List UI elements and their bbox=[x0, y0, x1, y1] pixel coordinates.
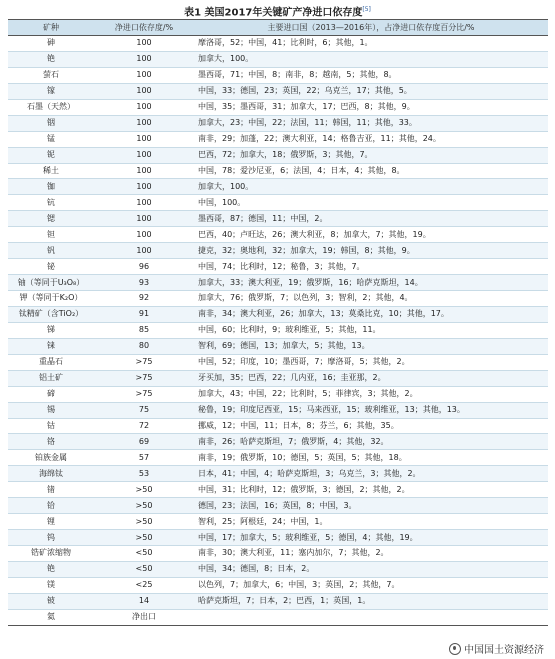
dependence-cell: 57 bbox=[94, 450, 194, 466]
mineral-cell: 铯 bbox=[8, 51, 94, 67]
sources-cell: 中国，100。 bbox=[194, 195, 548, 211]
sources-cell: 中国，33；德国，23；英国，22；乌克兰，17；其他，5。 bbox=[194, 83, 548, 99]
mineral-cell: 萤石 bbox=[8, 67, 94, 83]
dependence-table bbox=[8, 19, 548, 626]
dependence-cell: 93 bbox=[94, 275, 194, 291]
table-row bbox=[8, 514, 548, 530]
wechat-icon bbox=[449, 643, 461, 655]
sources-cell: 以色列，7；加拿大，6；中国，3；英国，2；其他，7。 bbox=[194, 577, 548, 593]
table-header-row bbox=[8, 20, 548, 36]
table-row bbox=[8, 227, 548, 243]
sources-cell: 中国，60；比利时，9；玻利维亚，5；其他，11。 bbox=[194, 322, 548, 338]
mineral-cell: 铋 bbox=[8, 259, 94, 275]
dependence-cell: >50 bbox=[94, 530, 194, 546]
mineral-cell: 铝土矿 bbox=[8, 370, 94, 386]
sources-cell: 南非，19；俄罗斯，10；德国，5；英国，5；其他，18。 bbox=[194, 450, 548, 466]
table-row bbox=[8, 275, 548, 291]
sources-cell: 中国，35；墨西哥，31；加拿大，17；巴西，8；其他，9。 bbox=[194, 99, 548, 115]
mineral-cell: 铷 bbox=[8, 179, 94, 195]
table-row bbox=[8, 450, 548, 466]
table-row bbox=[8, 243, 548, 259]
sources-cell: 捷克，32；奥地利，32；加拿大，19；韩国，8；其他，9。 bbox=[194, 243, 548, 259]
mineral-cell: 钒 bbox=[8, 243, 94, 259]
table-row bbox=[8, 530, 548, 546]
dependence-cell: >50 bbox=[94, 482, 194, 498]
dependence-cell: 72 bbox=[94, 418, 194, 434]
dependence-cell: 100 bbox=[94, 211, 194, 227]
dependence-cell: 100 bbox=[94, 36, 194, 52]
dependence-cell: 96 bbox=[94, 259, 194, 275]
sources-cell: 哈萨克斯坦，7；日本，2；巴西，1；英国，1。 bbox=[194, 593, 548, 609]
header-mineral: 矿种 bbox=[8, 20, 94, 36]
sources-cell: 德国，23；法国，16；英国，8；中国，3。 bbox=[194, 498, 548, 514]
table-row bbox=[8, 338, 548, 354]
dependence-cell: 100 bbox=[94, 195, 194, 211]
sources-cell: 加拿大，33；澳大利亚，19；俄罗斯，16；哈萨克斯坦，14。 bbox=[194, 275, 548, 291]
mineral-cell: 稀土 bbox=[8, 163, 94, 179]
dependence-cell: 14 bbox=[94, 593, 194, 609]
dependence-cell: >50 bbox=[94, 514, 194, 530]
table-row bbox=[8, 561, 548, 577]
table-row bbox=[8, 370, 548, 386]
dependence-cell: 69 bbox=[94, 434, 194, 450]
dependence-cell: 100 bbox=[94, 51, 194, 67]
dependence-cell: 100 bbox=[94, 131, 194, 147]
table-row bbox=[8, 195, 548, 211]
dependence-cell: 80 bbox=[94, 338, 194, 354]
sources-cell: 中国，74；比利时，12；秘鲁，3；其他，7。 bbox=[194, 259, 548, 275]
sources-cell: 南非，29；加蓬，22；澳大利亚，14；格鲁吉亚，11；其他，24。 bbox=[194, 131, 548, 147]
mineral-cell: 海绵钛 bbox=[8, 466, 94, 482]
mineral-cell: 石墨（天然） bbox=[8, 99, 94, 115]
mineral-cell: 锡 bbox=[8, 402, 94, 418]
table-row bbox=[8, 482, 548, 498]
dependence-cell: 53 bbox=[94, 466, 194, 482]
mineral-cell: 砷 bbox=[8, 36, 94, 52]
mineral-cell: 铯 bbox=[8, 561, 94, 577]
table-row bbox=[8, 498, 548, 514]
table-row bbox=[8, 163, 548, 179]
caption-text: 表1 美国2017年关键矿产净进口依存度 bbox=[184, 7, 363, 19]
dependence-cell: 净出口 bbox=[94, 609, 194, 625]
mineral-cell: 铟 bbox=[8, 115, 94, 131]
sources-cell: 中国，34；德国，8；日本，2。 bbox=[194, 561, 548, 577]
table-row bbox=[8, 322, 548, 338]
sources-cell: 巴西，40；卢旺达，26；澳大利亚，8；加拿大，7；其他，19。 bbox=[194, 227, 548, 243]
mineral-cell: 镁 bbox=[8, 577, 94, 593]
watermark bbox=[446, 640, 547, 657]
dependence-cell: <25 bbox=[94, 577, 194, 593]
dependence-cell: 100 bbox=[94, 83, 194, 99]
table-row bbox=[8, 211, 548, 227]
table-row bbox=[8, 466, 548, 482]
mineral-cell: 钛精矿（含TiO₂） bbox=[8, 306, 94, 322]
sources-cell: 加拿大，100。 bbox=[194, 179, 548, 195]
dependence-cell: >50 bbox=[94, 498, 194, 514]
dependence-cell: 100 bbox=[94, 99, 194, 115]
mineral-cell: 锗 bbox=[8, 482, 94, 498]
table-row bbox=[8, 609, 548, 625]
table-row bbox=[8, 67, 548, 83]
table-row bbox=[8, 593, 548, 609]
sources-cell: 南非，30；澳大利亚，11；塞内加尔，7；其他，2。 bbox=[194, 546, 548, 562]
dependence-cell: 75 bbox=[94, 402, 194, 418]
table-row bbox=[8, 434, 548, 450]
table-row bbox=[8, 36, 548, 52]
table-row bbox=[8, 546, 548, 562]
dependence-cell: 85 bbox=[94, 322, 194, 338]
table-row bbox=[8, 354, 548, 370]
mineral-cell: 锰 bbox=[8, 131, 94, 147]
sources-cell: 加拿大，43；中国，22；比利时，5；菲律宾，3；其他，2。 bbox=[194, 386, 548, 402]
table-row bbox=[8, 131, 548, 147]
sources-cell: 日本，41；中国，4；哈萨克斯坦，3；乌克兰，3；其他，2。 bbox=[194, 466, 548, 482]
mineral-cell: 锆矿浓缩物 bbox=[8, 546, 94, 562]
dependence-cell: 100 bbox=[94, 243, 194, 259]
sources-cell: 中国，17；加拿大，5；玻利维亚，5；德国，4；其他，19。 bbox=[194, 530, 548, 546]
table-row bbox=[8, 51, 548, 67]
table-row bbox=[8, 291, 548, 307]
table-row bbox=[8, 259, 548, 275]
table-row bbox=[8, 386, 548, 402]
mineral-cell: 锑 bbox=[8, 322, 94, 338]
mineral-cell: 钨 bbox=[8, 530, 94, 546]
table-row bbox=[8, 577, 548, 593]
table-row bbox=[8, 402, 548, 418]
dependence-cell: 100 bbox=[94, 115, 194, 131]
caption-reference[interactable]: [5] bbox=[362, 6, 371, 13]
dependence-cell: 92 bbox=[94, 291, 194, 307]
mineral-cell: 镓 bbox=[8, 83, 94, 99]
header-sources: 主要进口国（2013—2016年），占净进口依存度百分比/% bbox=[194, 20, 548, 36]
table-row bbox=[8, 147, 548, 163]
table-row bbox=[8, 99, 548, 115]
sources-cell: 墨西哥，71；中国，8；南非，8；越南，5；其他，8。 bbox=[194, 67, 548, 83]
sources-cell: 加拿大，76；俄罗斯，7；以色列，3；智利，2；其他，4。 bbox=[194, 291, 548, 307]
table-row bbox=[8, 418, 548, 434]
table-row bbox=[8, 306, 548, 322]
dependence-cell: 100 bbox=[94, 147, 194, 163]
sources-cell: 加拿大，23；中国，22；法国，11；韩国，11；其他，33。 bbox=[194, 115, 548, 131]
mineral-cell: 铌 bbox=[8, 147, 94, 163]
mineral-cell: 铼 bbox=[8, 338, 94, 354]
sources-cell: 智利，25；阿根廷，24；中国，1。 bbox=[194, 514, 548, 530]
sources-cell bbox=[194, 609, 548, 625]
sources-cell: 巴西，72；加拿大，18；俄罗斯，3；其他，7。 bbox=[194, 147, 548, 163]
mineral-cell: 铂族金属 bbox=[8, 450, 94, 466]
table-row bbox=[8, 83, 548, 99]
dependence-cell: <50 bbox=[94, 546, 194, 562]
mineral-cell: 钪 bbox=[8, 195, 94, 211]
dependence-cell: 91 bbox=[94, 306, 194, 322]
dependence-cell: <50 bbox=[94, 561, 194, 577]
watermark-text: 中国国土资源经济 bbox=[464, 645, 544, 656]
dependence-cell: 100 bbox=[94, 179, 194, 195]
mineral-cell: 氦 bbox=[8, 609, 94, 625]
dependence-cell: 100 bbox=[94, 227, 194, 243]
mineral-cell: 钾（等同于K₂O） bbox=[8, 291, 94, 307]
dependence-cell: >75 bbox=[94, 386, 194, 402]
mineral-cell: 铪 bbox=[8, 498, 94, 514]
sources-cell: 秘鲁，19；印度尼西亚，15；马来西亚，15；玻利维亚，13；其他，13。 bbox=[194, 402, 548, 418]
sources-cell: 中国，78；爱沙尼亚，6；法国，4；日本，4；其他，8。 bbox=[194, 163, 548, 179]
mineral-cell: 铍 bbox=[8, 593, 94, 609]
table-caption bbox=[0, 4, 555, 19]
sources-cell: 中国，52；印度，10；墨西哥，7；摩洛哥，5；其他，2。 bbox=[194, 354, 548, 370]
sources-cell: 牙买加，35；巴西，22；几内亚，16；圭亚那，2。 bbox=[194, 370, 548, 386]
dependence-cell: 100 bbox=[94, 67, 194, 83]
dependence-cell: >75 bbox=[94, 354, 194, 370]
sources-cell: 智利，69；德国，13；加拿大，5；其他，13。 bbox=[194, 338, 548, 354]
mineral-cell: 钴 bbox=[8, 418, 94, 434]
header-dependence: 净进口依存度/% bbox=[94, 20, 194, 36]
mineral-cell: 碲 bbox=[8, 386, 94, 402]
mineral-cell: 铀（等同于U₃O₈） bbox=[8, 275, 94, 291]
sources-cell: 南非，34；澳大利亚，26；加拿大，13；莫桑比克，10；其他，17。 bbox=[194, 306, 548, 322]
sources-cell: 南非，26；哈萨克斯坦，7；俄罗斯，4；其他，32。 bbox=[194, 434, 548, 450]
sources-cell: 挪威，12；中国，11；日本，8；芬兰，6；其他，35。 bbox=[194, 418, 548, 434]
sources-cell: 墨西哥，87；德国，11；中国，2。 bbox=[194, 211, 548, 227]
table-row bbox=[8, 179, 548, 195]
mineral-cell: 锶 bbox=[8, 211, 94, 227]
sources-cell: 中国，31；比利时，12；俄罗斯，3；德国，2；其他，2。 bbox=[194, 482, 548, 498]
dependence-cell: >75 bbox=[94, 370, 194, 386]
table-row bbox=[8, 115, 548, 131]
sources-cell: 加拿大，100。 bbox=[194, 51, 548, 67]
mineral-cell: 铬 bbox=[8, 434, 94, 450]
mineral-cell: 钽 bbox=[8, 227, 94, 243]
mineral-cell: 重晶石 bbox=[8, 354, 94, 370]
mineral-cell: 锂 bbox=[8, 514, 94, 530]
sources-cell: 摩洛哥，52；中国，41；比利时，6；其他，1。 bbox=[194, 36, 548, 52]
dependence-cell: 100 bbox=[94, 163, 194, 179]
